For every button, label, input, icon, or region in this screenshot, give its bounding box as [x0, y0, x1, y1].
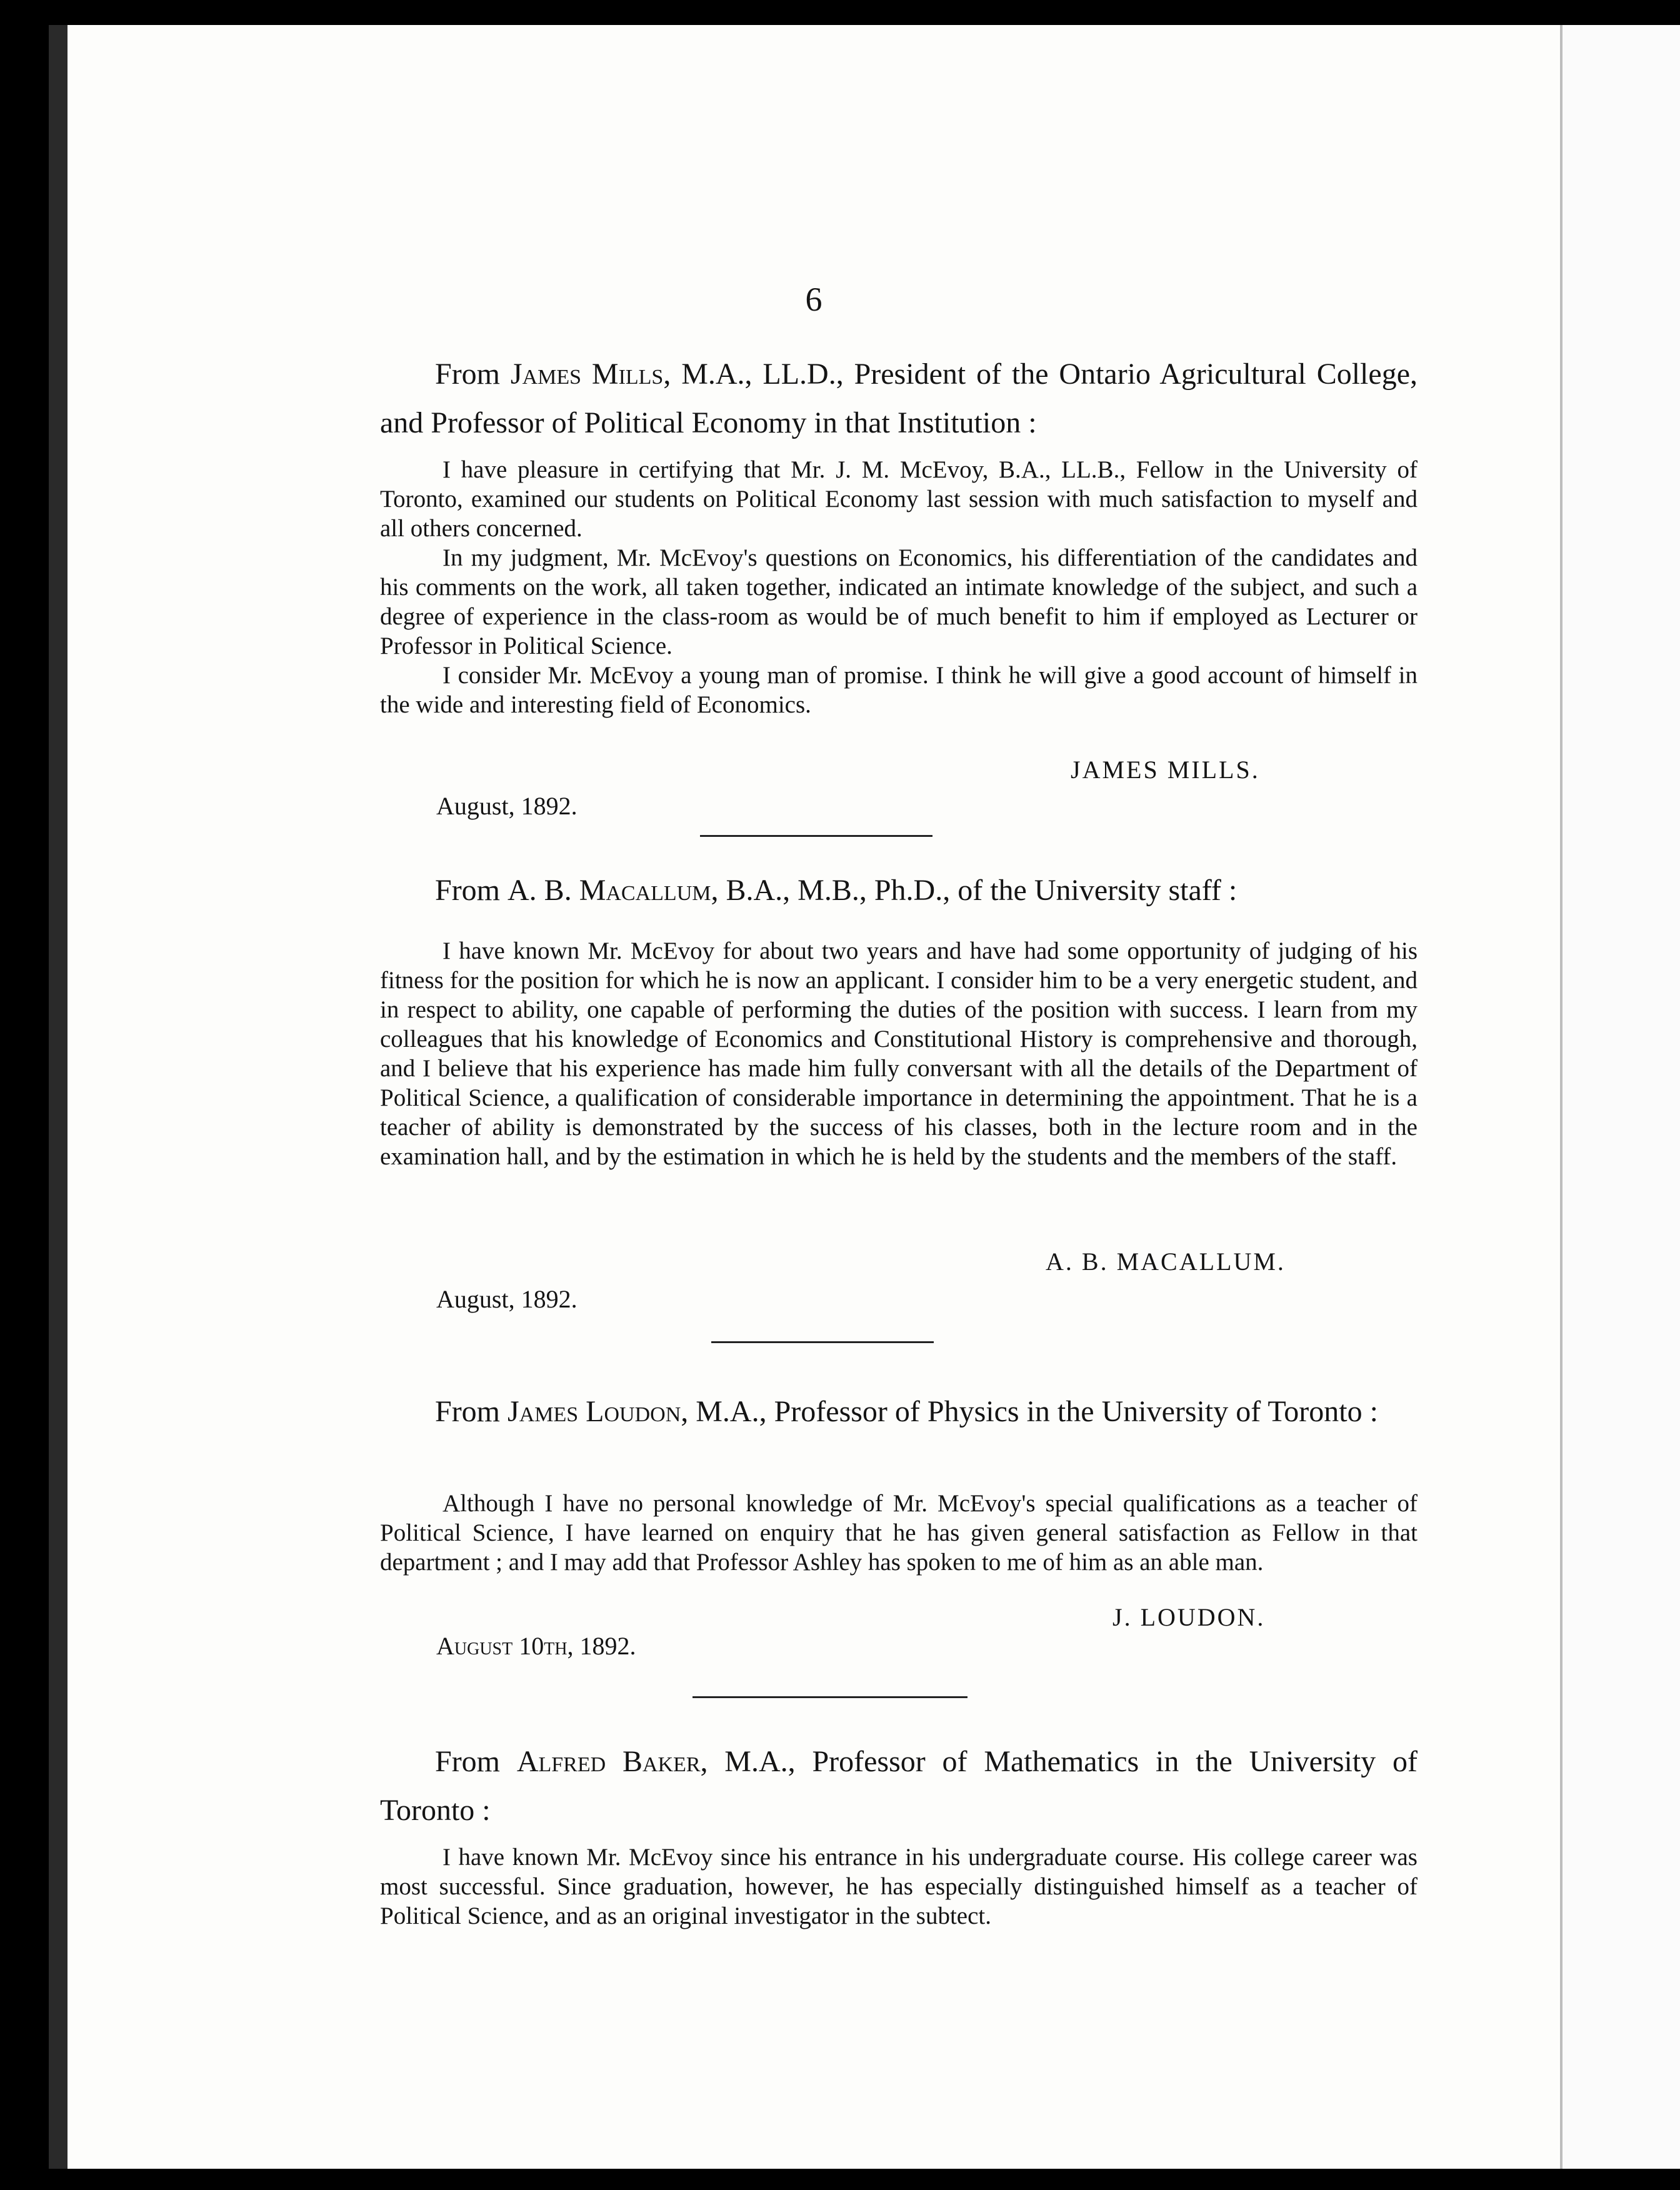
- heading-prefix: From: [435, 1395, 508, 1428]
- date-macallum: August, 1892.: [436, 1285, 578, 1313]
- letter-heading-macallum: [380, 866, 1418, 915]
- date-loudon: August 10th, 1892.: [436, 1632, 636, 1660]
- letter-heading-baker: [380, 1738, 1418, 1835]
- section-divider: [711, 1341, 934, 1343]
- date-mills: August, 1892.: [436, 792, 578, 820]
- page-number: 6: [805, 281, 822, 318]
- letter-body-mills: [380, 455, 1418, 719]
- paragraph: Although I have no personal knowledge of Mr. McEvoy's special qualifications as a teacher of Political Science, I have learned on enquiry that he has given general satisfaction as Fellow in that department ; and I may add that Professor Ashley has spoken to me of him as an able man.: [380, 1490, 1418, 1576]
- heading-prefix: From: [435, 874, 508, 907]
- paragraph: I consider Mr. McEvoy a young man of promise. I think he will give a good account of himself in the wide and interesting field of Economics.: [380, 662, 1418, 718]
- scan-left-edge: [49, 25, 68, 2169]
- heading-rest: , M.A., Professor of Physics in the University of Toronto :: [681, 1395, 1378, 1428]
- author-name: Alfred Baker: [516, 1745, 701, 1778]
- heading-prefix: From: [435, 358, 511, 391]
- heading-rest: , M.A., Professor of Mathematics in the University of Toronto :: [380, 1745, 1418, 1827]
- document-page: [68, 25, 1560, 2169]
- author-name: James Mills: [510, 358, 664, 391]
- paragraph: I have known Mr. McEvoy for about two years and have had some opportunity of judging of his fitness for the position for which he is now an applicant. I consider him to be a very energetic student, and in respect to ability, one capable of performing the duties of the position with success. I learn from my colleagues that his knowledge of Economics and Constitutional History is comprehensive and thorough, and I believe that his experience has made him fully conversant with all the details of the Department of Political Science, a qualification of considerable importance in determining the appointment. That he is a teacher of ability is demonstrated by the success of his classes, both in the lecture room and in the examination hall, and by the estimation in which he is held by the students and the members of the staff.: [380, 938, 1418, 1170]
- signature-macallum: A. B. MACALLUM.: [1046, 1248, 1286, 1276]
- letter-body-loudon: [380, 1489, 1418, 1577]
- letter-body-baker: [380, 1842, 1418, 1931]
- heading-prefix: From: [435, 1745, 517, 1778]
- letter-heading-loudon: [380, 1388, 1418, 1436]
- adjacent-page-edge: [1560, 25, 1680, 2169]
- heading-rest: , B.A., M.B., Ph.D., of the University staff :: [711, 874, 1238, 907]
- author-name: A. B. Macallum: [508, 874, 711, 907]
- paragraph: In my judgment, Mr. McEvoy's questions on Economics, his differentiation of the candidates and his comments on the work, all taken together, indicated an intimate knowledge of the subject, and such a degree of experience in the class-room as would be of much benefit to him if employed as Lecturer or Professor in Political Science.: [380, 544, 1418, 659]
- letter-heading-mills: [380, 350, 1418, 448]
- signature-mills: JAMES MILLS.: [1071, 756, 1260, 784]
- letter-body-macallum: [380, 936, 1418, 1171]
- signature-loudon: J. LOUDON.: [1112, 1603, 1266, 1631]
- heading-rest: , M.A., LL.D., President of the Ontario Agricultural College, and Professor of Political Economy in that Institution :: [380, 358, 1418, 439]
- section-divider: [692, 1696, 968, 1698]
- paragraph: I have pleasure in certifying that Mr. J. M. McEvoy, B.A., LL.B., Fellow in the University of Toronto, examined our students on Political Economy last session with much satisfaction to myself and all others concerned.: [380, 456, 1418, 542]
- author-name: James Loudon: [508, 1395, 681, 1428]
- section-divider: [700, 835, 932, 837]
- paragraph: I have known Mr. McEvoy since his entrance in his undergraduate course. His college career was most successful. Since graduation, however, he has especially distinguished himself as a teacher of Political Science, and as an original investigator in the subtect.: [380, 1844, 1418, 1929]
